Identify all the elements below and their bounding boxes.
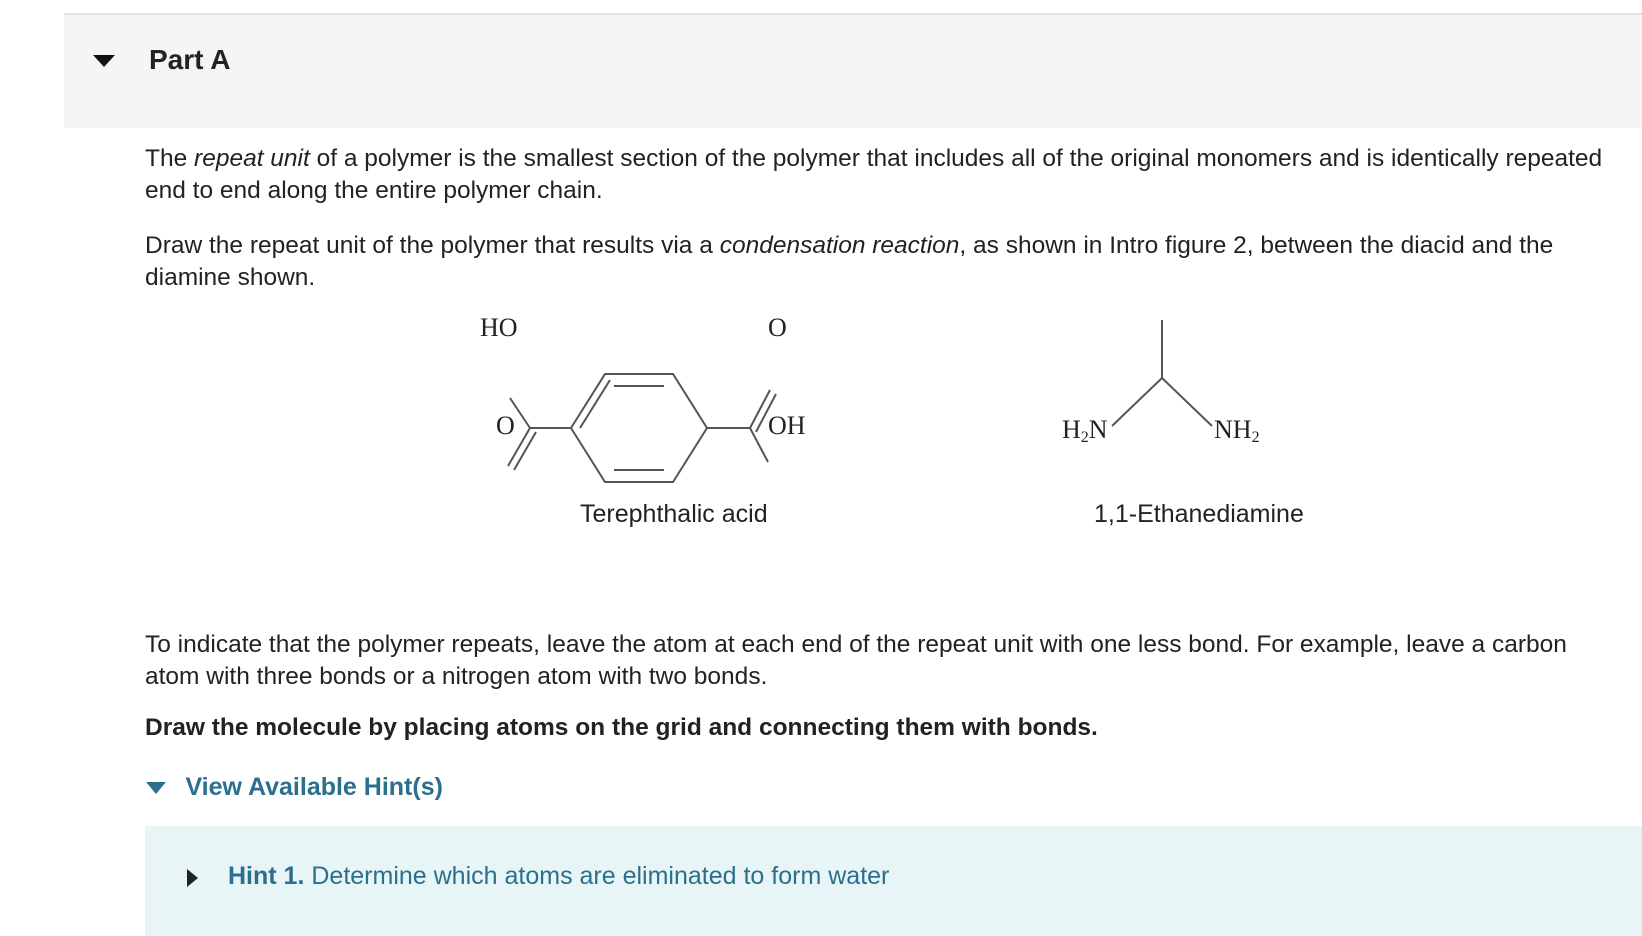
ethanediamine-structure bbox=[1112, 320, 1212, 426]
view-hints-toggle[interactable] bbox=[145, 773, 443, 802]
term-condensation-reaction: condensation reaction bbox=[719, 232, 960, 259]
nh2-label: NH2 bbox=[1214, 415, 1260, 446]
part-title: Part A bbox=[149, 44, 231, 75]
term-repeat-unit: repeat unit bbox=[194, 145, 310, 172]
chevron-down-icon bbox=[145, 781, 167, 795]
terephthalic-acid-caption: Terephthalic acid bbox=[580, 500, 768, 528]
ethanediamine-caption: 1,1-Ethanediamine bbox=[1094, 500, 1304, 528]
drawing-instruction: Draw the molecule by placing atoms on the grid and connecting them with bonds. bbox=[145, 714, 1098, 741]
oh-label: OH bbox=[768, 411, 806, 440]
intro-paragraph-1: The repeat unit of a polymer is the smallest section of the polymer that includes all of the original monomers and is identically repeated end to end along the entire polymer chain. bbox=[145, 145, 1603, 204]
hint-1-link[interactable] bbox=[228, 862, 889, 891]
instruction-paragraph: To indicate that the polymer repeats, leave the atom at each end of the repeat unit with one less bond. For example, leave a carbon atom with three bonds or a nitrogen atom with two bonds. bbox=[145, 631, 1567, 690]
hint-panel bbox=[145, 826, 1642, 936]
intro-paragraph-2: Draw the repeat unit of the polymer that results via a condensation reaction, as shown in Intro figure 2, between the diacid and the diamine shown. bbox=[145, 232, 1554, 291]
part-header[interactable] bbox=[64, 15, 1642, 128]
hint-text: Determine which atoms are eliminated to form water bbox=[311, 862, 890, 890]
ho-label: HO bbox=[480, 318, 518, 342]
collapse-triangle-icon[interactable] bbox=[92, 53, 116, 69]
view-hints-label[interactable]: View Available Hint(s) bbox=[185, 773, 443, 801]
o-top-label: O bbox=[768, 318, 787, 342]
terephthalic-acid-structure bbox=[508, 374, 776, 482]
h2n-label: H2N bbox=[1062, 415, 1108, 446]
o-bottom-label: O bbox=[496, 411, 515, 440]
hint-number: Hint 1. bbox=[228, 862, 305, 890]
expand-triangle-icon[interactable] bbox=[185, 868, 199, 888]
